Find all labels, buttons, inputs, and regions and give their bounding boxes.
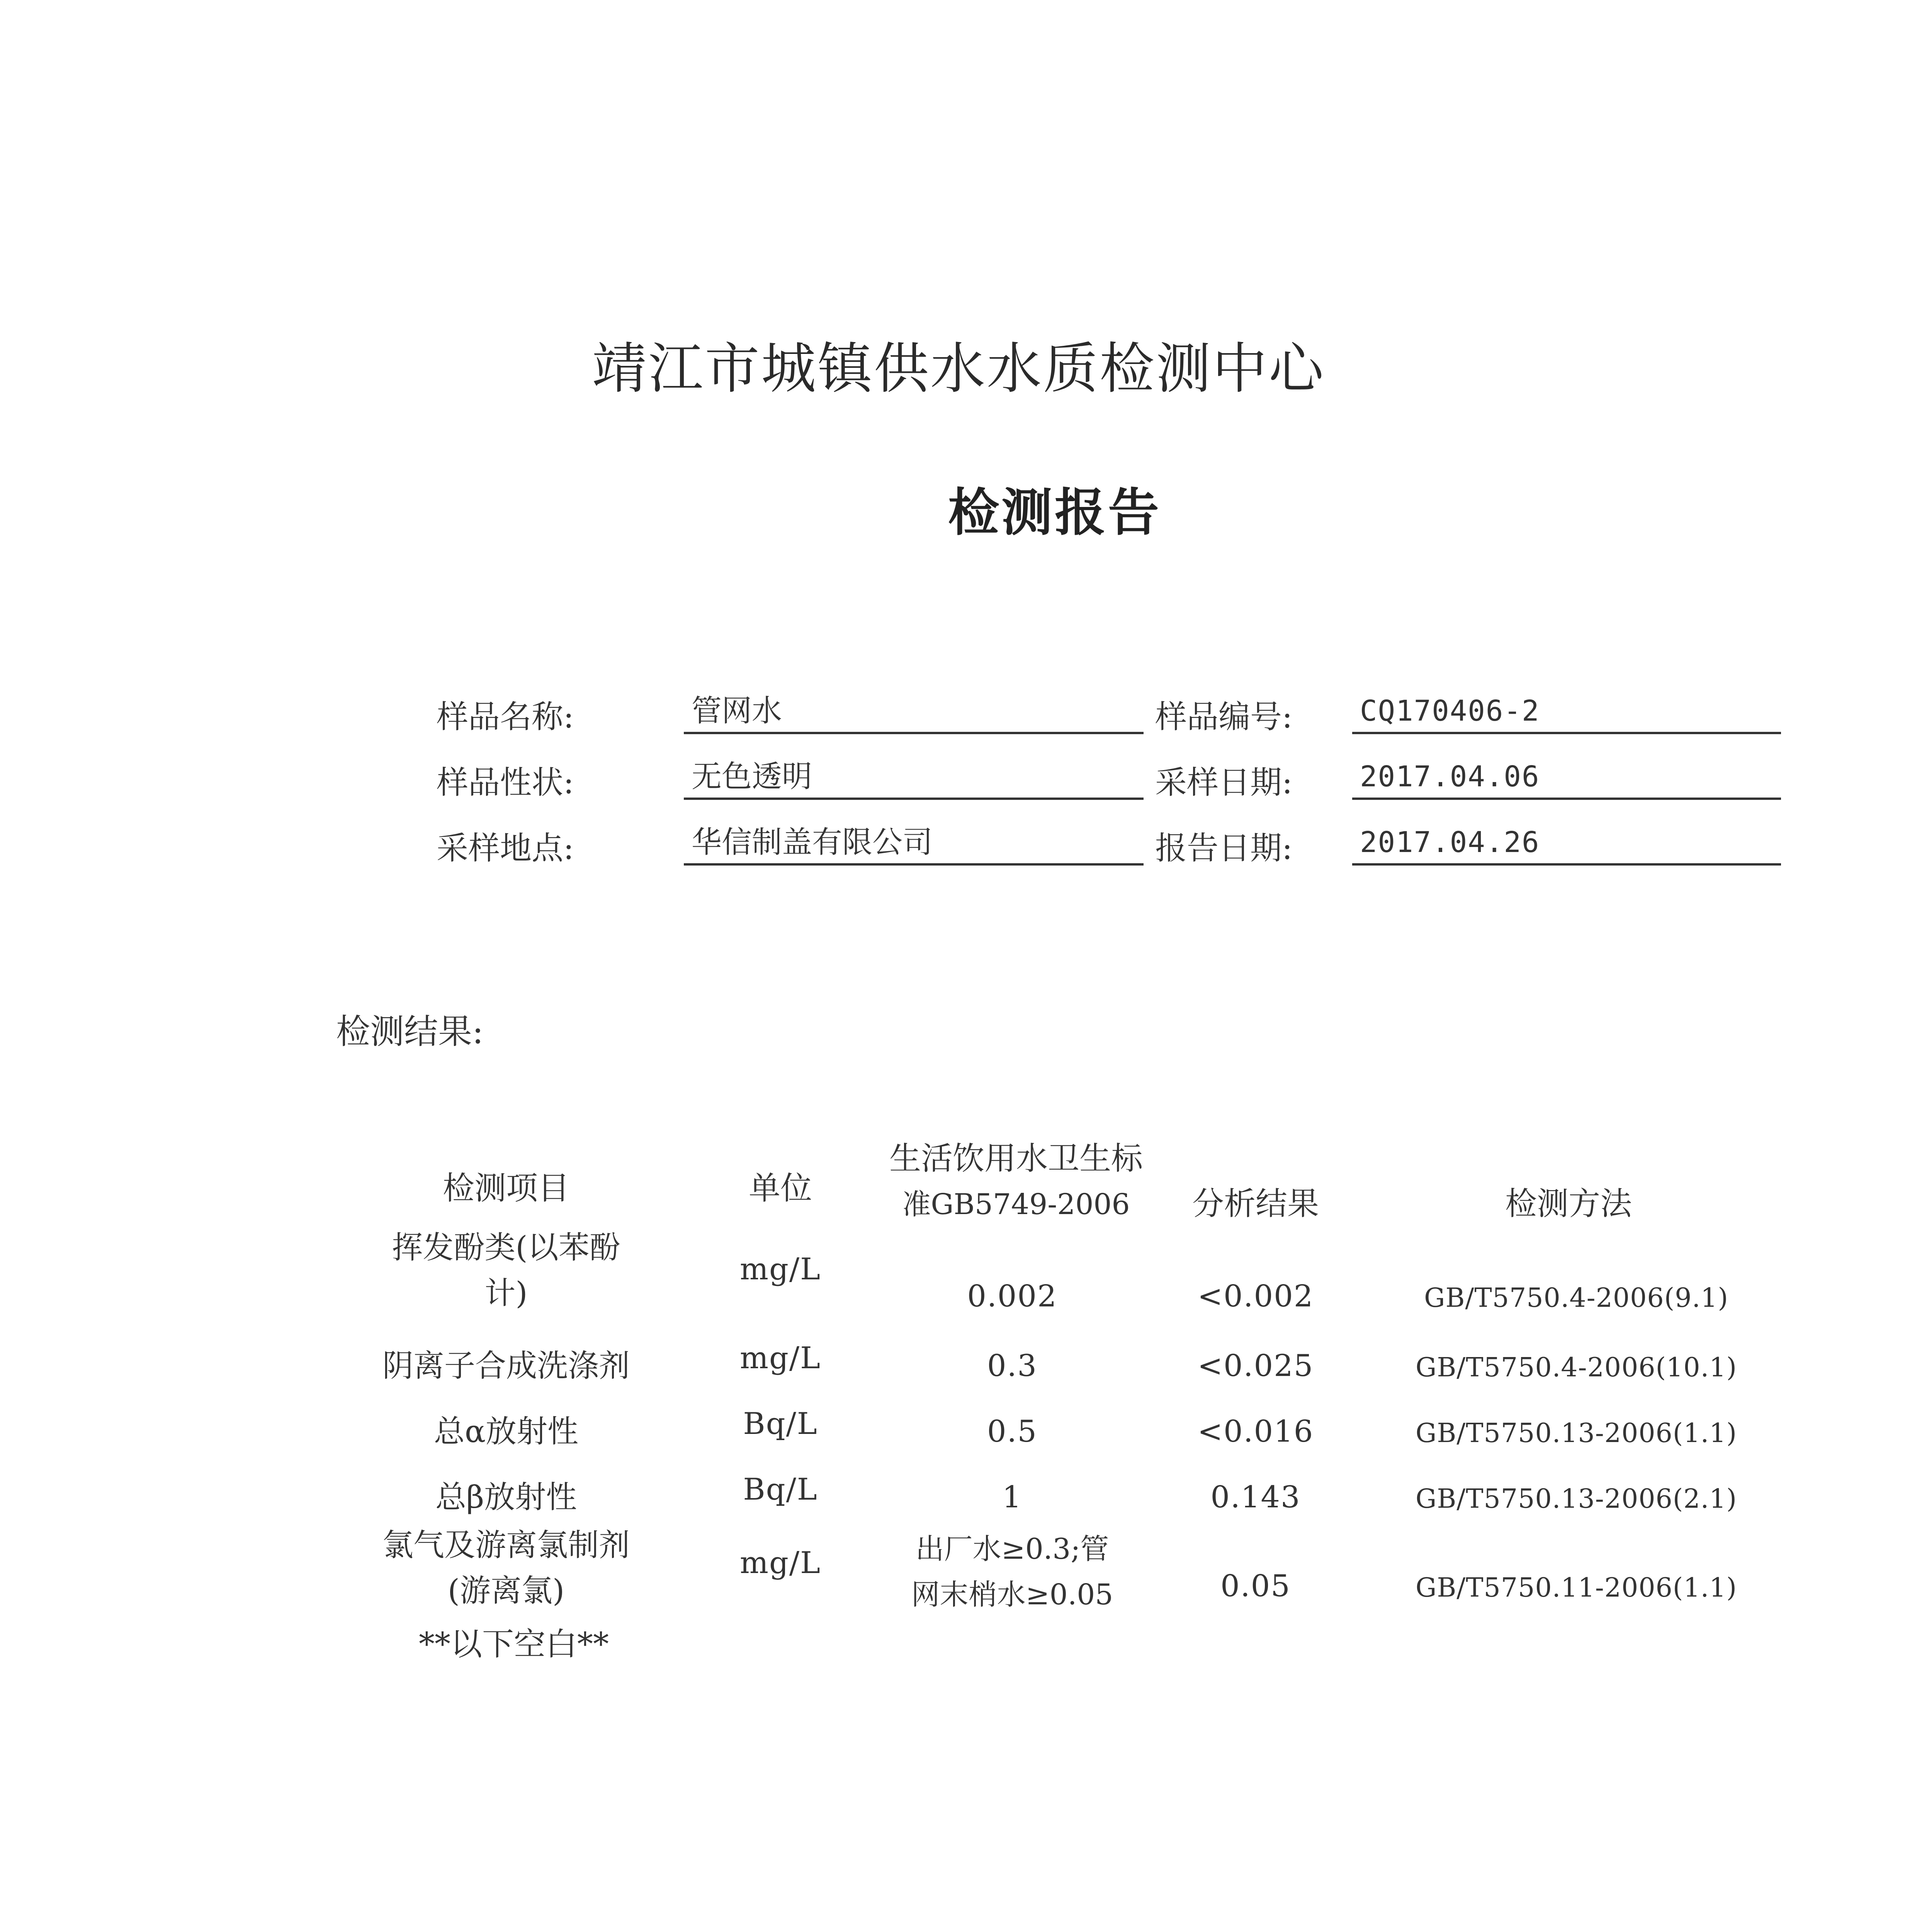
- row-method: GB/T5750.4-2006(9.1): [1424, 1283, 1728, 1313]
- sampling-date-value: 2017.04.06: [1352, 757, 1781, 800]
- sample-no-value: CQ170406-2: [1352, 692, 1781, 734]
- sample-state-label: 样品性状:: [437, 764, 574, 801]
- organization-title: 靖江市城镇供水水质检测中心: [592, 337, 1325, 401]
- sample-no-label: 样品编号:: [1155, 699, 1293, 735]
- end-of-table-mark: **以下空白**: [418, 1626, 609, 1663]
- row-unit: Bq/L: [743, 1406, 818, 1441]
- row-unit: mg/L: [740, 1341, 821, 1376]
- header-standard: 生活饮用水卫生标 准GB5749-2006: [889, 1140, 1143, 1221]
- row-standard: 1: [1002, 1480, 1022, 1515]
- row-standard: 0.5: [987, 1414, 1038, 1449]
- row-method: GB/T5750.11-2006(1.1): [1416, 1573, 1737, 1603]
- header-method: 检测方法: [1505, 1185, 1632, 1222]
- row-item: 总β放射性: [435, 1479, 577, 1515]
- sampling-date-label: 采样日期:: [1155, 764, 1293, 801]
- row-standard: 出厂水≥0.3;管 网末梢水≥0.05: [911, 1532, 1113, 1611]
- row-item: 阴离子合成洗涤剂: [382, 1348, 630, 1384]
- row-method: GB/T5750.13-2006(2.1): [1416, 1484, 1737, 1514]
- sample-name-label: 样品名称:: [437, 699, 574, 735]
- sampling-site-label: 采样地点:: [437, 830, 574, 867]
- row-standard: 0.3: [987, 1349, 1038, 1383]
- report-date-value: 2017.04.26: [1352, 823, 1781, 866]
- results-section-label: 检测结果:: [336, 1012, 484, 1051]
- row-result: 0.143: [1210, 1480, 1301, 1515]
- row-result: <0.002: [1197, 1279, 1314, 1314]
- row-result: <0.016: [1197, 1414, 1314, 1449]
- row-unit: Bq/L: [743, 1472, 818, 1507]
- sample-name-value: 管网水: [684, 692, 1144, 734]
- sample-state-value: 无色透明: [684, 757, 1144, 800]
- row-unit: mg/L: [740, 1546, 821, 1580]
- row-method: GB/T5750.4-2006(10.1): [1416, 1352, 1737, 1383]
- row-item: 挥发酚类(以苯酚 计): [392, 1230, 620, 1311]
- row-item: 总α放射性: [433, 1413, 579, 1449]
- row-unit: mg/L: [740, 1252, 821, 1287]
- report-title: 检测报告: [948, 483, 1161, 543]
- sampling-site-value: 华信制盖有限公司: [684, 823, 1144, 866]
- header-item: 检测项目: [442, 1170, 569, 1207]
- row-result: <0.025: [1197, 1349, 1314, 1383]
- row-item: 氯气及游离氯制剂 (游离氯): [382, 1527, 630, 1609]
- row-standard: 0.002: [967, 1279, 1057, 1314]
- row-method: GB/T5750.13-2006(1.1): [1416, 1418, 1737, 1449]
- row-result: 0.05: [1220, 1569, 1291, 1604]
- report-date-label: 报告日期:: [1155, 830, 1293, 867]
- header-result: 分析结果: [1192, 1185, 1319, 1222]
- header-unit: 单位: [748, 1170, 812, 1207]
